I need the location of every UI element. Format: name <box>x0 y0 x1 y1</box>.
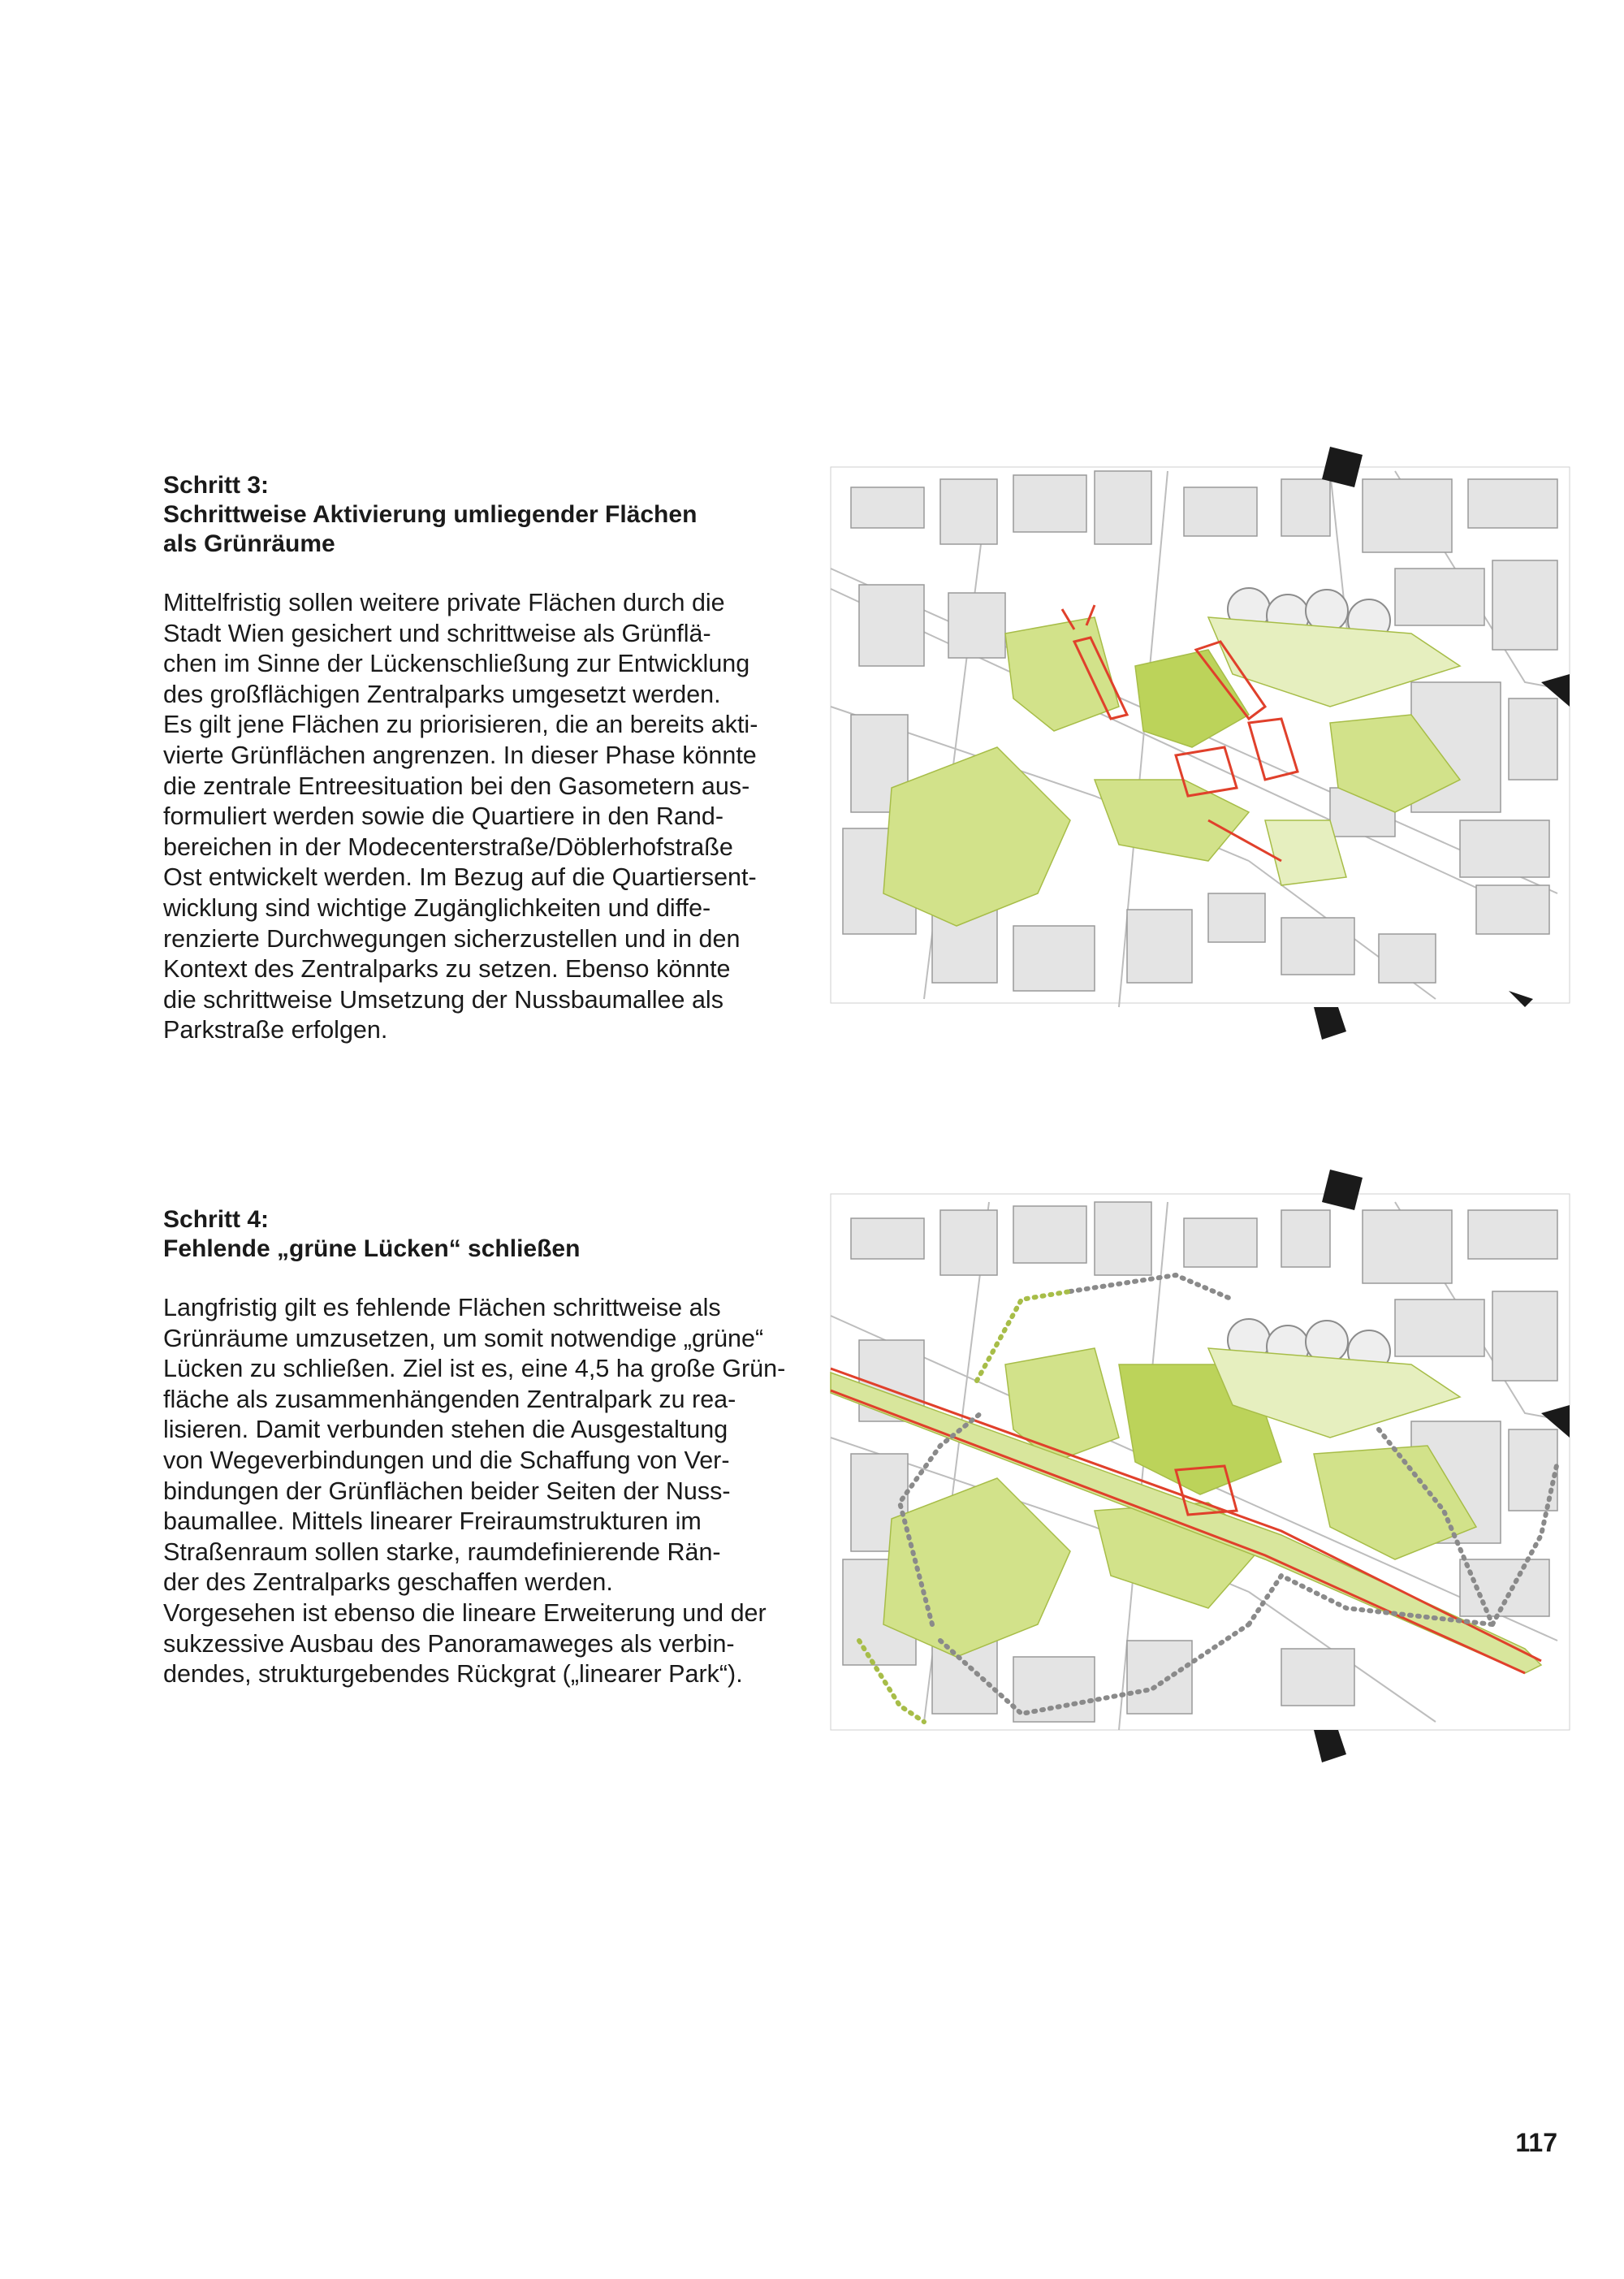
text-line: sukzessive Ausbau des Panoramaweges als verbin- <box>163 1629 735 1658</box>
text-line: lisieren. Damit verbunden stehen die Ausgestaltung <box>163 1416 728 1444</box>
text-line: die schrittweise Umsetzung der Nussbaumallee als <box>163 985 723 1014</box>
text-line: die zentrale Entreesituation bei den Gasometern aus- <box>163 772 750 800</box>
step4-section <box>163 1205 797 1690</box>
page-number: 117 <box>1515 2128 1557 2157</box>
step4-heading-line: Fehlende „grüne Lücken“ schließen <box>163 1235 581 1262</box>
text-line: Mittelfristig sollen weitere private Flächen durch die <box>163 589 725 616</box>
text-line: baumallee. Mittels linearer Freiraumstrukturen im <box>163 1507 702 1536</box>
step4-heading <box>163 1205 797 1264</box>
text-line: der des Zentralparks geschaffen werden. <box>163 1568 613 1597</box>
text-line: vierte Grünflächen angrenzen. In dieser Phase könnte <box>163 741 757 769</box>
text-line: von Wegeverbindungen und die Schaffung von Ver- <box>163 1446 730 1474</box>
text-line: wicklung sind wichtige Zugänglichkeiten und diffe- <box>163 893 711 922</box>
text-line: Grünräume umzusetzen, um somit notwendige „grüne“ <box>163 1324 764 1352</box>
text-line: formuliert werden sowie die Quartiere in den Rand- <box>163 802 723 831</box>
text-line: des großflächigen Zentralparks umgesetzt werden. <box>163 680 721 708</box>
step4-heading-line: Schritt 4: <box>163 1206 270 1233</box>
text-line: chen im Sinne der Lückenschließung zur Entwicklung <box>163 650 750 678</box>
text-line: Ost entwickelt werden. Im Bezug auf die Quartiersent- <box>163 863 757 892</box>
text-line: Lücken zu schließen. Ziel ist es, eine 4,5 ha große Grün- <box>163 1355 786 1383</box>
step3-heading-line: Schrittweise Aktivierung umliegender Flächen <box>163 501 698 528</box>
step3-heading-line: als Grünräume <box>163 530 335 557</box>
step4-site-plan <box>827 1153 1574 1787</box>
text-line: Vorgesehen ist ebenso die lineare Erweiterung und der <box>163 1598 767 1627</box>
step3-heading <box>163 471 797 559</box>
text-line: Es gilt jene Flächen zu priorisieren, die an bereits akti- <box>163 711 758 739</box>
text-line: Stadt Wien gesichert und schrittweise als Grünflä- <box>163 619 711 647</box>
step4-paragraph <box>163 1293 797 1690</box>
text-line: Langfristig gilt es fehlende Flächen schrittweise als <box>163 1294 721 1321</box>
text-line: Kontext des Zentralparks zu setzen. Ebenso könnte <box>163 955 731 984</box>
text-line: renzierte Durchwegungen sicherzustellen und in den <box>163 924 741 953</box>
text-line: dendes, strukturgebendes Rückgrat („linearer Park“). <box>163 1660 743 1689</box>
step3-heading-line: Schritt 3: <box>163 472 270 499</box>
step3-section <box>163 471 797 1046</box>
text-line: fläche als zusammenhängenden Zentralpark zu rea- <box>163 1385 736 1413</box>
step3-paragraph <box>163 588 797 1046</box>
text-line: bindungen der Grünflächen beider Seiten der Nuss- <box>163 1477 731 1505</box>
text-line: Parkstraße erfolgen. <box>163 1016 388 1044</box>
text-line: Straßenraum sollen starke, raumdefinierende Rän- <box>163 1537 721 1566</box>
step3-site-plan <box>827 439 1574 1056</box>
text-line: bereichen in der Modecenterstraße/Döblerhofstraße <box>163 832 733 861</box>
